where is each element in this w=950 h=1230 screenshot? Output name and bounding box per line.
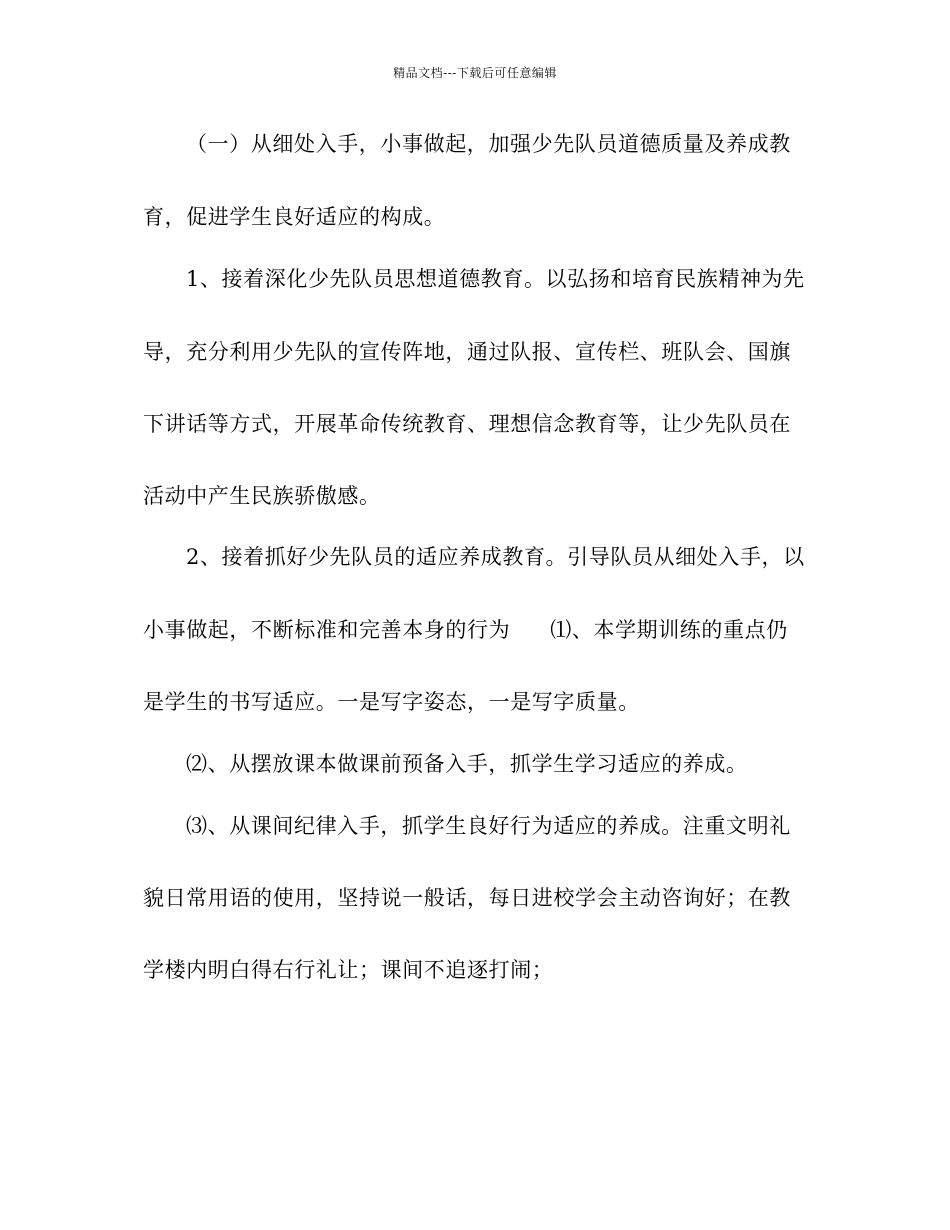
section-heading-line-2: 育，促进学生良好适应的构成。 xyxy=(143,205,446,229)
paragraph-4-line-2: 貌日常用语的使用，坚持说一般话，每日进校学会主动咨询好；在教 xyxy=(143,886,791,910)
paragraph-2-line-1: 2、接着抓好少先队员的适应养成教育。引导队员从细处入手，以 xyxy=(186,545,805,569)
paragraph-3-line-1: ⑵、从摆放课本做课前预备入手，抓学生学习适应的养成。 xyxy=(186,752,748,776)
paragraph-1-line-4: 活动中产生民族骄傲感。 xyxy=(143,484,381,508)
paragraph-2-line-2-part-b: ⑴、本学期训练的重点仍 xyxy=(550,618,788,642)
paragraph-4-line-3: 学楼内明白得右行礼让；课间不追逐打闹； xyxy=(143,958,554,982)
paragraph-2-line-2 xyxy=(143,616,788,644)
paragraph-1-line-1: 1、接着深化少先队员思想道德教育。以弘扬和培育民族精神为先 xyxy=(186,267,805,291)
paragraph-2-line-2-part-a: 小事做起，不断标准和完善本身的行为 xyxy=(143,618,511,642)
page-header: 精品文档---下载后可任意编辑 xyxy=(393,66,557,80)
paragraph-1-line-3: 下讲话等方式，开展革命传统教育、理想信念教育等，让少先队员在 xyxy=(143,412,791,436)
paragraph-4-line-1: ⑶、从课间纪律入手，抓学生良好行为适应的养成。注重文明礼 xyxy=(186,814,791,838)
paragraph-1-line-2: 导，充分利用少先队的宣传阵地，通过队报、宣传栏、班队会、国旗 xyxy=(143,340,791,364)
section-heading-line-1: （一）从细处入手，小事做起，加强少先队员道德质量及养成教 xyxy=(186,132,791,156)
paragraph-2-line-3: 是学生的书写适应。一是写字姿态，一是写字质量。 xyxy=(143,690,640,714)
